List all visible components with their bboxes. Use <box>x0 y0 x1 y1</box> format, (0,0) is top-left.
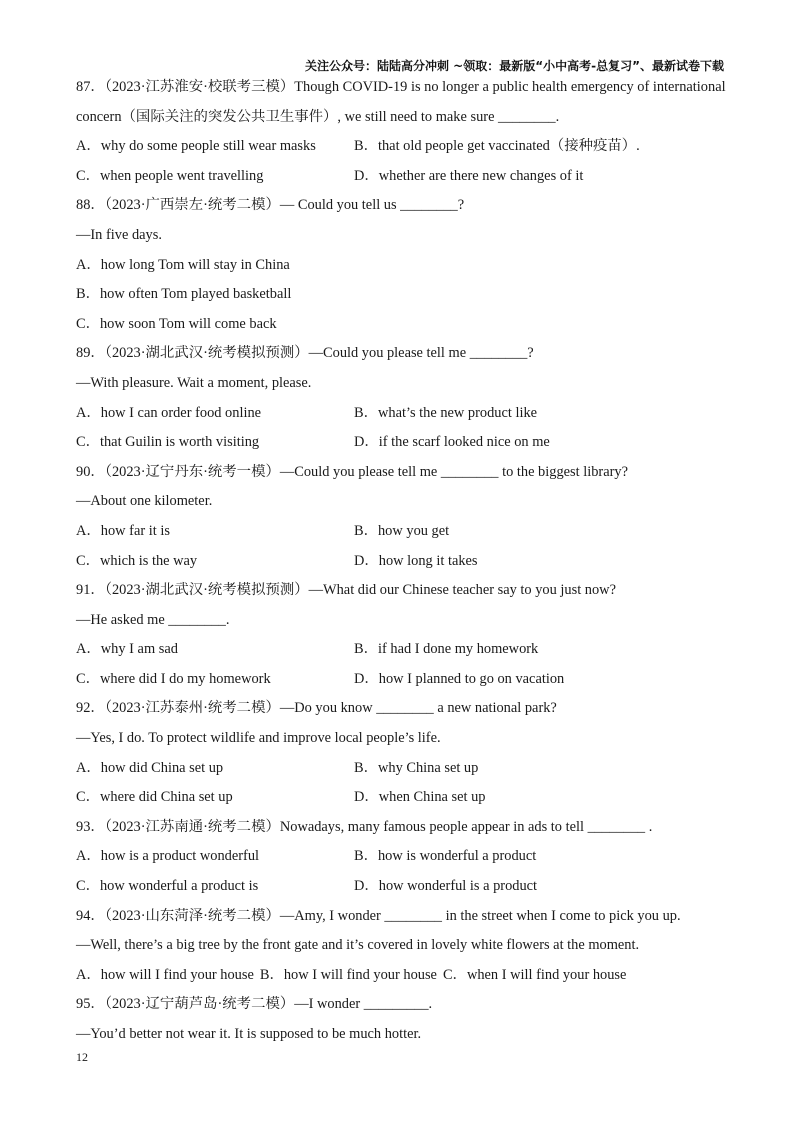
option-b: B．how often Tom played basketball <box>76 286 292 303</box>
option-c: C．when I will find your house <box>442 966 627 983</box>
option-row <box>76 963 736 993</box>
question-stem-continued: concern（国际关注的突发公共卫生事件）, we still need to make sure ________. <box>76 108 560 125</box>
option-a: A．why I am sad <box>76 641 178 658</box>
question-stem: 90．（2023·辽宁丹东·统考一模）—Could you please tell me ________ to the biggest library? <box>76 463 628 480</box>
dialogue-reply: —He asked me ________. <box>76 611 230 628</box>
question-stem: 92．（2023·江苏泰州·统考二模）—Do you know ________ a new national park? <box>76 700 557 717</box>
question-list <box>76 75 736 1052</box>
option-c: C．how wonderful a product is <box>76 878 259 895</box>
dialogue-reply: —Yes, I do. To protect wildlife and improve local people’s life. <box>76 730 441 747</box>
option-row <box>76 134 736 164</box>
option-d: D．whether are there new changes of it <box>354 167 584 184</box>
page-number: 12 <box>76 1050 88 1064</box>
option-row <box>76 401 736 431</box>
question-stem: 93．（2023·江苏南通·统考二模）Nowadays, many famous people appear in ads to tell ________ . <box>76 818 653 835</box>
dialogue-reply: —About one kilometer. <box>76 493 213 510</box>
option-a: A．how is a product wonderful <box>76 848 260 865</box>
question-stem: 87．（2023·江苏淮安·校联考三模）Though COVID-19 is no longer a public health emergency of international <box>76 79 726 95</box>
option-row <box>76 519 736 549</box>
option-b: B．how you get <box>354 522 450 539</box>
option-d: D．if the scarf looked nice on me <box>354 434 550 451</box>
option-c: C．that Guilin is worth visiting <box>76 434 260 451</box>
page-header: 关注公众号：陆陆高分冲刺 ~领取：最新版“小中高考-总复习”、最新试卷下载 <box>305 59 724 73</box>
option-a: A．how far it is <box>76 522 170 539</box>
dialogue-reply: —Well, there’s a big tree by the front gate and it’s covered in lovely white flowers at the moment. <box>76 937 640 954</box>
question-stem: 91．（2023·湖北武汉·统考模拟预测）—What did our Chinese teacher say to you just now? <box>76 582 616 599</box>
option-row <box>76 430 736 460</box>
option-row <box>76 844 736 874</box>
dialogue-reply: —You’d better not wear it. It is supposed to be much hotter. <box>76 1026 422 1042</box>
option-row <box>76 637 736 667</box>
option-a: A．how did China set up <box>76 759 224 776</box>
option-row <box>76 785 736 815</box>
option-d: D．how long it takes <box>354 552 478 569</box>
option-d: D．how I planned to go on vacation <box>354 670 565 687</box>
option-c: C．when people went travelling <box>76 167 264 184</box>
dialogue-reply: —In five days. <box>76 226 162 243</box>
option-d: D．when China set up <box>354 789 486 806</box>
option-b: B．that old people get vaccinated（接种疫苗）. <box>354 138 640 155</box>
option-a: A．why do some people still wear masks <box>76 138 316 155</box>
option-c: C．where did I do my homework <box>76 670 271 687</box>
option-b: B．what’s the new product like <box>354 404 538 421</box>
option-b: B．if had I done my homework <box>354 641 539 658</box>
question-stem: 88．（2023·广西崇左·统考二模）— Could you tell us ________? <box>76 197 465 214</box>
question-stem: 94．（2023·山东菏泽·统考二模）—Amy, I wonder ________ in the street when I come to pick you up. <box>76 907 681 924</box>
option-row <box>76 756 736 786</box>
option-row <box>76 667 736 697</box>
option-a: A．how will I find your house <box>76 966 254 983</box>
option-row <box>76 549 736 579</box>
option-b: B．how is wonderful a product <box>354 848 537 865</box>
option-a: A．how I can order food online <box>76 404 262 421</box>
option-a: A．how long Tom will stay in China <box>76 256 290 273</box>
option-b: B．why China set up <box>354 759 479 776</box>
option-c: C．how soon Tom will come back <box>76 315 277 332</box>
option-row <box>76 874 736 904</box>
question-stem: 89．（2023·湖北武汉·统考模拟预测）—Could you please tell me ________? <box>76 345 534 362</box>
option-c: C．where did China set up <box>76 789 233 806</box>
option-d: D．how wonderful is a product <box>354 878 538 895</box>
option-row <box>76 164 736 194</box>
option-c: C．which is the way <box>76 552 198 569</box>
dialogue-reply: —With pleasure. Wait a moment, please. <box>76 374 312 391</box>
question-stem: 95．（2023·辽宁葫芦岛·统考二模）—I wonder _________. <box>76 996 433 1013</box>
option-b: B．how I will find your house <box>259 966 437 983</box>
